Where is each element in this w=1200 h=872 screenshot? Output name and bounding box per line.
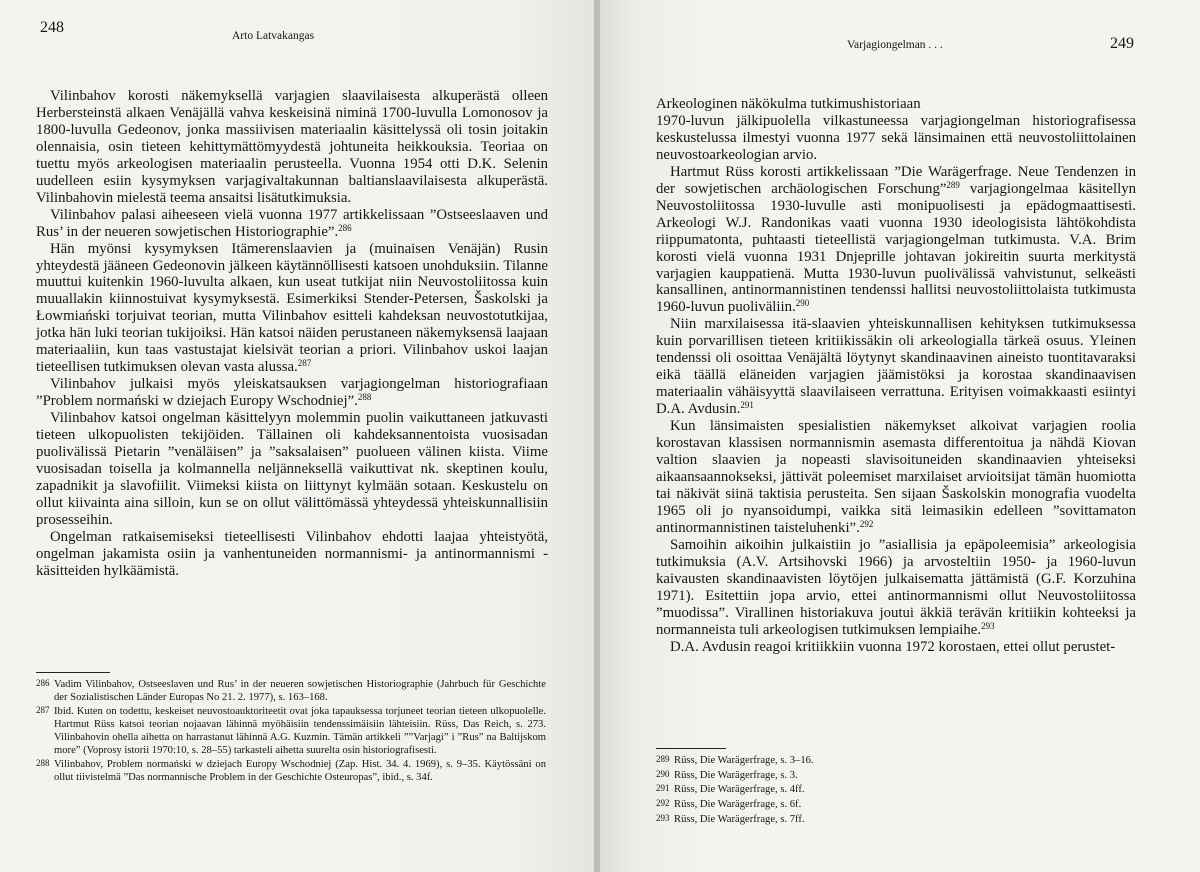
- footnote-ref[interactable]: 286: [338, 222, 352, 233]
- footnote: 287 Ibid. Kuten on todettu, keskeiset neuvostoauktoriteetit ovat joka tapauksessa torjuneet teorian tieteen ulkopuolelle. Hartmut Rüss katsoi teorian nojaavan lähinnä myöhäisiin tendenssimäisiin lähteisiin. Rüss, Das Reich, s. 273. Vilinbahovin ohella aihetta on harrastanut lähinnä A.G. Kuzmin. Tämän artikkeli ””Varjagi” i ”Rus” na Baltijskom more” (Voprosy istorii 1970:10, s. 28–55) tarkasteli aihetta suurelta osin historiografisesti.: [36, 705, 546, 756]
- footnote: 292 Rüss, Die Warägerfrage, s. 6f.: [656, 798, 802, 811]
- paragraph: Kun länsimaisten spesialistien näkemykset alkoivat varjagien roolia korostavan klassisen normannismin asemasta differentoitua ja nähdä Kiovan valtion slaavien ja nopeasti slavisoituneiden skandinaavien yhteiseksi aikaansaannokseksi, jättivät poleemiset marxilaiset arvioitsijat tämän huomiotta tai näkivät siinä taktisia perusteita. Sen sijaan Šaskolskin monografia vuodelta 1965 oli jo nyansoidumpi, vaikka sitä leimasikin edelleen ”sovittamaton antinormannistinen taisteluhenki”.$^{292}$: [656, 418, 1136, 536]
- footnote-rule: [36, 672, 110, 673]
- footnote-number: 292: [656, 798, 670, 809]
- footnote-rule: [656, 748, 726, 749]
- footnote-ref[interactable]: 293: [981, 620, 995, 631]
- footnote-number: 293: [656, 812, 670, 823]
- paragraph: Samoihin aikoihin julkaistiin jo ”asiallisia ja epäpoleemisia” arkeologisia tutkimuksia (A.V. Artsihovski 1966) ja arvosteltiin 1950- ja 1960-luvun kaivausten skandinaavisten löytöjen julkaisematta jättämistä (G.F. Korzuhina 1971). Esitettiin jopa arvio, ettei antinormannismi ollut Neuvostoliitossa ”muodissa”. Virallinen historiakuva joutui äkkiä terävän kritiikin kohteeksi ja normanneista tuli arkeologisen tutkimuksen lempiaihe.$^{293}$: [656, 536, 1136, 638]
- footnote-ref[interactable]: 288: [357, 392, 372, 403]
- paragraph: 1970-luvun jälkipuolella vilkastuneessa varjagiongelman historiografisessa keskustelussa ilmestyi vuonna 1977 sekä länsimainen että neuvostoliittolainen neuvostoarkeologian arvio.: [656, 112, 1136, 163]
- paragraph: Vilinbahov palasi aiheeseen vielä vuonna 1977 artikkelissaan ”Ostseeslaaven und Rus’ in der neueren sowjetischen Historiographie”.$^{286}$: [36, 206, 548, 240]
- section-heading: Arkeologinen näkökulma tutkimushistoriaan: [656, 96, 921, 112]
- footnote-number: 288: [36, 758, 50, 769]
- left-page-number: 248: [40, 19, 64, 36]
- footnote-number: 290: [656, 768, 670, 779]
- footnote-ref[interactable]: 291: [740, 400, 754, 411]
- paragraph: Hartmut Rüss korosti artikkelissaan ”Die Warägerfrage. Neue Tendenzen in der sowjetischen archäologischen Forschung”$^{289}$ varjagiongelmaa käsitellyn Neuvostoliitossa 1930-luvulle asti monipuolisesti ja epädogmaattisesti. Arkeologi W.J. Randonikas vaati vuonna 1930 ideologisista lähtökohdista riippumatonta, puhtaasti tieteellistä varjagiongelman tutkimusta. V.A. Brim korosti vielä vuonna 1931 Dnjeprille johtavan jokireitin suurta merkitystä varjagien kauppatienä. Mutta 1930-luvun puolivälissä vahvistunut, selkeästi kansallinen, antinormannistinen tendenssi hallitsi neuvostoliittolaista tutkimusta 1960-luvun puoliväliin.$^{290}$: [656, 163, 1136, 316]
- footnote: 293 Rüss, Die Warägerfrage, s. 7ff.: [656, 812, 805, 825]
- right-page-number: 249: [1110, 35, 1134, 52]
- footnote: 288 Vilinbahov, Problem normański w dziejach Europy Wschodniej (Zap. Hist. 34. 4. 1969), s. 9–35. Käytössäni on ollut tiivistelmä ”Das normannische Problem in der Geschichte Osteuropas”, ibid., s. 34f.: [36, 758, 546, 783]
- right-footnotes: [656, 753, 1136, 827]
- left-running-title: Arto Latvakangas: [232, 30, 315, 42]
- footnote-number: 289: [656, 754, 670, 764]
- footnote-ref[interactable]: 289: [946, 179, 960, 190]
- right-running-title: Varjagiongelman . . .: [847, 39, 943, 51]
- footnote-ref[interactable]: 290: [795, 298, 810, 309]
- footnote-number: 286: [36, 678, 50, 688]
- paragraph: Vilinbahov katsoi ongelman käsittelyyn molemmin puolin vaikuttaneen jatkuvasti tieteen ulkopuolisten tekijöiden. Tällainen oli kahdeksannentoista vuosisadan puolivälissä Pietarin ”venäläisen” ja ”saksalaisen” puolueen välinen kiista. Viime vuosisadan toisella ja kolmannella neljänneksellä vaikuttivat nk. skeptinen koulu, zapadnikit ja slavofiilit. Viimeksi kiista on liittynyt kylmään sotaan. Keskustelu on ollut kiivainta aina silloin, kun se on ollut välittömässä yhteydessä yhteiskunnallisiin prosesseihin.: [36, 410, 548, 528]
- paragraph: Vilinbahov korosti näkemyksellä varjagien slaavilaisesta alkuperästä olleen Herbersteinstä alkaen Venäjällä vahva keskeisinä niminä 1700-luvulla Lomonosov ja 1800-luvulla Gedeonov, jonka massiivisen materiaalin käsittelyssä oli tosin joitakin olennaisia, osin tieteen kehittymättömyydestä johtuneita heikkouksia. Teoriaa on tuettu myös arkeologisen materiaalin perusteella. Vuonna 1954 otti D.K. Selenin uudelleen esiin kysymyksen varjagivaltakunnan baltianslaavilaisesta alkuperästä. Vilinbahovin mielestä teema ansaitsi lisätutkimuksia.: [36, 88, 548, 206]
- footnote: 291 Rüss, Die Warägerfrage, s. 4ff.: [656, 783, 805, 796]
- footnote: 289 Rüss, Die Warägerfrage, s. 3–16.: [656, 754, 814, 766]
- right-page: [600, 0, 1200, 872]
- footnote-ref[interactable]: 287: [297, 358, 312, 369]
- left-body-text: [36, 88, 548, 580]
- left-footnotes: [36, 677, 546, 785]
- footnote: 286 Vadim Vilinbahov, Ostseeslaven und Rus’ in der neueren sowjetischen Historiographie (Jahrbuch für Geschichte der Sozialistischen Länder Europas No 21. 2. 1977), s. 163–168.: [36, 678, 546, 703]
- paragraph: D.A. Avdusin reagoi kritiikkiin vuonna 1972 korostaen, ettei ollut perustet-: [670, 638, 1116, 655]
- paragraph: Hän myönsi kysymyksen Itämerenslaavien ja (muinaisen Venäjän) Rusin yhteydestä jääneen Gedeonovin jälkeen käytännöllisesti katsoen unohduksiin. Tilanne muuttui kuitenkin 1960-luvulta alkaen, kun useat tutkijat niin Neuvostoliitossa kuin muuallakin kiinnostuivat kysymyksestä. Esimerkiksi Stender-Petersen, Šaskolski ja Łowmiański torjuivat teorian, mutta Vilinbahov esitteli kahdeksan neuvostotutkijaa, jotka hän luki teorian tukijoiksi. Hän katsoi näiden perustaneen näkemyksensä laajaan materiaaliin, kun taas vastustajat kielsivät teorian a priori. Vilinbahov uskoi laajan tieteellisen tutkimuksen olevan vasta alussa.$^{287}$: [36, 240, 548, 376]
- footnote-number: 287: [36, 705, 50, 716]
- footnote: 290 Rüss, Die Warägerfrage, s. 3.: [656, 768, 798, 781]
- left-page: [0, 0, 596, 872]
- footnote-number: 291: [656, 783, 670, 794]
- paragraph: Ongelman ratkaisemiseksi tieteellisesti Vilinbahov ehdotti laajaa yhteistyötä, ongelman jakamista osiin ja vanhentuneiden normannismi- ja antinormannismi -käsitteiden hylkäämistä.: [36, 528, 548, 579]
- paragraph: Niin marxilaisessa itä-slaavien yhteiskunnallisen kehityksen tutkimuksessa kuin porvarillisen tieteen kritiikissäkin oli arkeologialla tärkeä osuus. Yleinen tendenssi oli osoittaa Venäjältä löytynyt skandinaavinen aineisto tuontitavaraksi eikä täällä eläneiden varjagien jäämistöksi ja korostaa skandinaavisen materiaalin vähäisyyttä slaavilaiseen verrattuna. Erityisen voimakkaasti esiintyi D.A. Avdusin.$^{291}$: [656, 316, 1136, 418]
- footnote-ref[interactable]: 292: [859, 518, 874, 529]
- right-body-text: [656, 96, 1136, 655]
- paragraph: Vilinbahov julkaisi myös yleiskatsauksen varjagiongelman historiografiaan ”Problem normański w dziejach Europy Wschodniej”.$^{288}$: [36, 376, 548, 410]
